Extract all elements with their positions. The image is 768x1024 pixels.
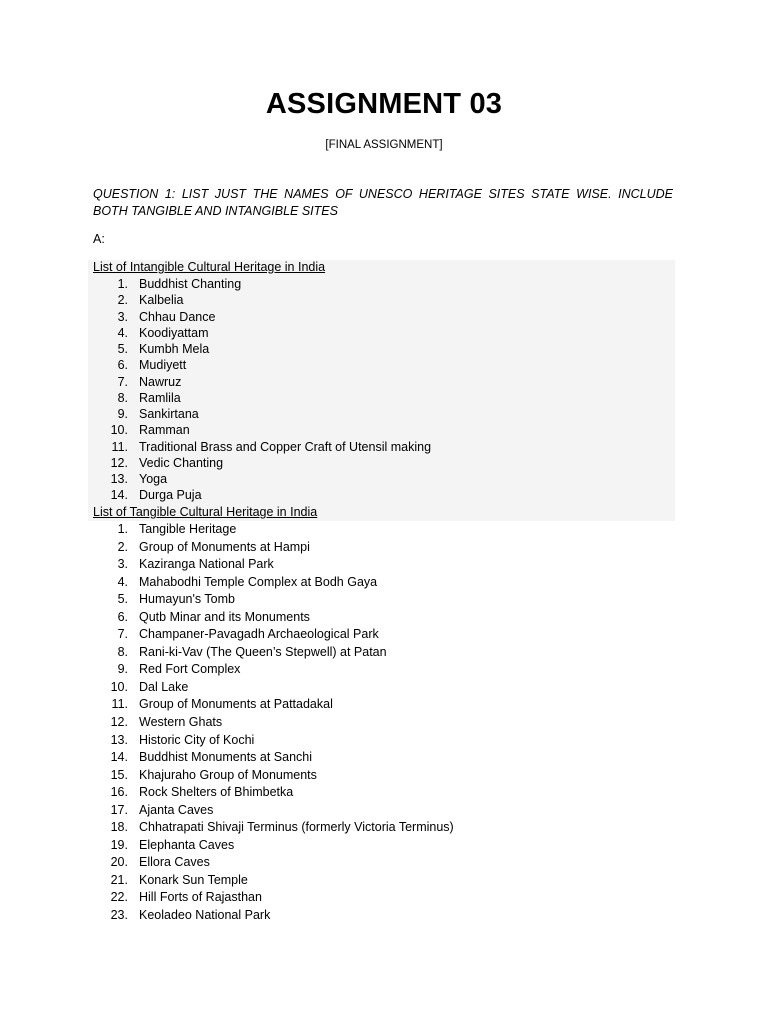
list-item-number: 3. (117, 557, 128, 572)
list-item-text: Nawruz (139, 374, 182, 389)
list-item-number: 3. (117, 309, 128, 324)
list-item-text: Dal Lake (139, 679, 189, 694)
list-item-text: Ellora Caves (139, 855, 210, 870)
list-item-text: Hill Forts of Rajasthan (139, 890, 262, 905)
list-item-text: Khajuraho Group of Monuments (139, 767, 317, 782)
list-item-number: 14. (110, 488, 128, 503)
list-item-text: Keoladeo National Park (139, 908, 271, 923)
list-item-text: Mahabodhi Temple Complex at Bodh Gaya (139, 574, 378, 589)
list-item-text: Chhau Dance (139, 309, 216, 324)
list-item-number: 10. (110, 423, 128, 438)
list-item-number: 7. (117, 374, 128, 389)
list-item (93, 539, 454, 557)
list-item-number: 21. (110, 872, 128, 887)
intangible-list-heading: List of Intangible Cultural Heritage in India (93, 260, 326, 274)
list-item-number: 2. (117, 293, 128, 308)
list-item (93, 819, 454, 837)
answer-label: A: (93, 232, 105, 246)
list-item-text: Mudiyett (139, 358, 187, 373)
list-item-number: 5. (117, 342, 128, 356)
list-item-text: Ajanta Caves (139, 802, 214, 817)
list-item (93, 626, 454, 644)
question-text: QUESTION 1: LIST JUST THE NAMES OF UNESCO HERITAGE SITES STATE WISE. INCLUDE BOTH TANGIBLE AND INTANGIBLE SITES (93, 187, 673, 218)
list-item-number: 1. (117, 522, 128, 536)
list-item-text: Durga Puja (139, 488, 202, 503)
tangible-heritage-list (93, 521, 454, 925)
list-item-number: 10. (110, 679, 128, 694)
list-item (93, 292, 431, 308)
list-item (93, 644, 454, 662)
list-item-number: 17. (110, 802, 128, 817)
list-item (93, 749, 454, 767)
list-item-number: 1. (117, 277, 128, 291)
list-item (93, 889, 454, 907)
list-item-text: Qutb Minar and its Monuments (139, 609, 310, 624)
list-item (93, 609, 454, 627)
list-item-text: Koodiyattam (139, 325, 209, 340)
list-item-text: Kaziranga National Park (139, 557, 274, 572)
list-item-number: 9. (117, 407, 128, 421)
list-item (93, 732, 454, 750)
document-subtitle: [FINAL ASSIGNMENT] (325, 139, 443, 151)
list-item-text: Rani-ki-Vav (The Queen’s Stepwell) at Patan (139, 644, 387, 659)
list-item-number: 12. (110, 455, 128, 470)
list-item-text: Kalbelia (139, 293, 184, 308)
list-item-number: 19. (110, 837, 128, 852)
list-item (93, 854, 454, 872)
list-item (93, 357, 431, 373)
list-item-text: Konark Sun Temple (139, 872, 248, 887)
list-item (93, 696, 454, 714)
list-item (93, 591, 454, 609)
list-item (93, 872, 454, 890)
list-item-text: Traditional Brass and Copper Craft of Utensil making (139, 439, 432, 454)
list-item-number: 4. (117, 574, 128, 589)
tangible-list-heading: List of Tangible Cultural Heritage in India (93, 505, 318, 519)
list-item-text: Western Ghats (139, 715, 223, 730)
list-item-number: 6. (117, 358, 128, 373)
list-item-number: 5. (117, 592, 128, 607)
list-item (93, 556, 454, 574)
list-item (93, 406, 431, 422)
list-item-text: Humayun's Tomb (139, 592, 235, 607)
document-title: ASSIGNMENT 03 (265, 88, 503, 120)
list-item-text: Buddhist Chanting (139, 277, 242, 291)
list-item (93, 422, 431, 438)
list-item (93, 521, 454, 539)
list-item (93, 679, 454, 697)
list-item-text: Group of Monuments at Pattadakal (139, 697, 333, 712)
list-item (93, 487, 431, 503)
list-item-text: Historic City of Kochi (139, 732, 255, 747)
list-item (93, 455, 431, 471)
list-item-text: Tangible Heritage (139, 522, 237, 536)
list-item (93, 390, 431, 406)
list-item-number: 2. (117, 539, 128, 554)
list-item (93, 439, 431, 455)
list-item-number: 22. (110, 890, 128, 905)
list-item (93, 802, 454, 820)
list-item-number: 6. (117, 609, 128, 624)
list-item-number: 18. (110, 820, 128, 835)
list-item-number: 4. (117, 325, 128, 340)
list-item-text: Group of Monuments at Hampi (139, 539, 310, 554)
list-item-number: 13. (110, 732, 128, 747)
list-item (93, 276, 431, 292)
list-item-number: 11. (111, 697, 128, 712)
list-item-number: 16. (110, 785, 128, 800)
list-item (93, 341, 431, 357)
list-item-text: Champaner-Pavagadh Archaeological Park (139, 627, 379, 642)
list-item-text: Chhatrapati Shivaji Terminus (formerly Victoria Terminus) (139, 820, 454, 835)
list-item (93, 309, 431, 325)
list-item-number: 8. (117, 390, 128, 405)
list-item-number: 12. (110, 715, 128, 730)
list-item-number: 15. (110, 767, 128, 782)
list-item-number: 9. (117, 662, 128, 677)
list-item-text: Kumbh Mela (139, 342, 210, 356)
list-item (93, 784, 454, 802)
list-item (93, 714, 454, 732)
intangible-heritage-list (93, 276, 431, 504)
list-item-number: 14. (110, 750, 128, 765)
list-item-number: 23. (110, 908, 128, 923)
list-item (93, 907, 454, 925)
list-item-text: Elephanta Caves (139, 837, 235, 852)
list-item-text: Vedic Chanting (139, 455, 224, 470)
list-item (93, 325, 431, 341)
list-item-number: 11. (111, 439, 128, 454)
list-item (93, 374, 431, 390)
list-item-number: 20. (110, 855, 128, 870)
list-item-text: Buddhist Monuments at Sanchi (139, 750, 313, 765)
list-item-text: Rock Shelters of Bhimbetka (139, 785, 294, 800)
list-item (93, 574, 454, 592)
list-item-text: Sankirtana (139, 407, 199, 421)
list-item-number: 7. (117, 627, 128, 642)
list-item-text: Ramman (139, 423, 190, 438)
list-item-text: Red Fort Complex (139, 662, 241, 677)
list-item-number: 8. (117, 644, 128, 659)
list-item (93, 661, 454, 679)
list-item-number: 13. (110, 472, 128, 486)
list-item-text: Ramlila (139, 390, 181, 405)
list-item-text: Yoga (139, 472, 168, 486)
list-item (93, 471, 431, 487)
list-item (93, 767, 454, 785)
list-item (93, 837, 454, 855)
